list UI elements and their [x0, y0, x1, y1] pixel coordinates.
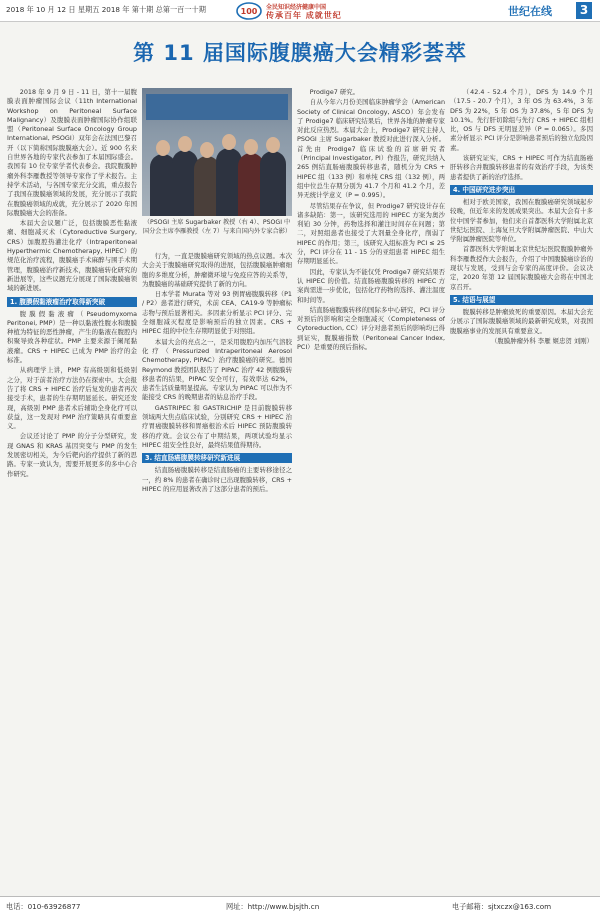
paragraph: 该研究证实，CRS + HIPEC 可作为结直肠癌肝转移合并腹膜转移患者的有效治疗手段，为该类患者提供了新的治疗选择。 — [450, 154, 593, 181]
paragraph: 腹膜转移是肿瘤致死的重要原因。本届大会充分展示了国际腹膜癌领域的最新研究成果，对我国腹膜癌事业的发展具有重要意义。 — [450, 307, 593, 335]
footer-website: 网址：http://www.bjsjth.cn — [226, 902, 320, 911]
paragraph: 尽管结果存在争议，但 Prodige7 研究设计存在诸多缺陷：第一，该研究选用的 HIPEC 方案为奥沙利铂 30 分钟，药物选择和灌注时间存在问题；第二，对照组患者也接受了大剂量全身化疗，削弱了 HIPEC 的作用；第三，该研究入组标准为 PCI ≤ 25 分，PCI 评分在 11 - 15 分的亚组患者 HIPEC 组生存期明显延长。 — [297, 201, 445, 266]
hospital-logo-icon — [236, 2, 262, 20]
paragraph: 日本学者 Murata 等对 93 例胃癌腹膜转移（P1 / P2）患者进行研究，术前 CEA、CA19-9 等肿瘤标志物与预后显著相关。多因素分析显示 PCI 评分、完全细胞减灭程度是影响预后的独立因素。CRS + HIPEC 组的中位生存期明显优于对照组。 — [142, 290, 292, 336]
section-name: 世纪在线 — [508, 5, 552, 18]
paragraph: 2018 年 9 月 9 日 - 11 日，第十一届腹膜表面肿瘤国际会议（11th International Workshop on Peritoneal Surface Malignancy）及腹膜表面肿瘤国际协作组联盟（Peritoneal Surface Oncology Group International, PSOGI）双年会在法国巴黎召开（以下简称国际腹膜癌大会）。近 900 名来自世界各地的专家代表参加了本届国际盛会。我国有 10 位专家学者代表参会。我院腹膜肿瘤外科李雁教授等领导专家作了学术报告。主持学术活动，与各国专家充分交流，重点报告了我国在腹膜癌领域的发展，充分展示了我院在腹膜癌领域的成就，充分展示了 2020 年国际腹膜癌大会的准备。 — [7, 88, 137, 217]
col1-intro — [7, 88, 137, 294]
footer-email: 电子邮箱：sjtxczx@163.com — [452, 902, 552, 911]
page-number: 3 — [576, 2, 592, 19]
paragraph: 本届大会的亮点之一，是采用腹腔内加压气溶胶化疗（Pressurized Intraperitoneal Aerosol Chemotherapy, PIPAC）治疗腹膜癌的研究。德国 Reymond 教授团队报告了 PIPAC 治疗 42 例腹膜转移患者的结果，PIPAC 安全可行，有效率达 62%，患者生活质量明显提高。专家认为 PIPAC 可以作为不能接受 CRS 的晚期患者的姑息治疗手段。 — [142, 337, 292, 402]
issue-date: 2018 年 10 月 12 日 星期五 2018 年 第十期 总第一百一十期 — [6, 5, 206, 14]
article-column-2 — [142, 252, 292, 858]
page-header — [0, 0, 600, 22]
paragraph: GASTRIPEC 和 GASTRICHIP 是目前腹膜转移领域两大焦点临床试验，分别研究 CRS + HIPEC 治疗胃癌腹膜转移和胃癌根治术后 HIPEC 预防腹膜转移的疗效。会议公布了中期结果，两项试验均显示 HIPEC 组安全性良好，最终结果值得期待。 — [142, 403, 292, 449]
article-column-3 — [297, 88, 445, 858]
paragraph: 首都医科大学附属北京世纪坛医院腹膜肿瘤外科李雁教授作大会报告，介绍了中国腹膜癌诊治的现状与发展，受到与会专家的高度评价。会议决定，2020 年第 12 届国际腹膜癌大会将在中国北京召开。 — [450, 245, 593, 291]
paragraph: （42.4 - 52.4 个月），DFS 为 14.9 个月（17.5 - 20.7 个月），3 年 OS 为 63.4%，3 年 DFS 为 22%，5 年 OS 为 37.8%，5 年 DFS 为 10.1%。先行肝切除组与先行 CRS + HIPEC 组相比，OS 与 DFS 无明显差异（P = 0.065）。多因素分析显示 PCI 评分是影响患者预后的独立危险因素。 — [450, 88, 593, 152]
photo-caption: （PSOGI 主席 Sugarbaker 教授（右 4）、PSOGI 中国分会主席李雁教授（左 7）与来自国内外专家合影） — [142, 219, 292, 235]
footer-phone: 电话：010-63926877 — [6, 902, 81, 911]
paragraph: 结直肠癌腹膜转移是结直肠癌的主要转移途径之一，约 8% 的患者在确诊时已出现腹膜转移，CRS + HIPEC 的应用显著改善了这部分患者的预后。 — [142, 466, 292, 493]
newspaper-logo — [236, 1, 370, 21]
section-heading-1: 1. 腹膜假黏液瘤治疗取得新突破 — [7, 297, 137, 307]
article-column-4 — [450, 88, 593, 858]
svg-text:100: 100 — [240, 7, 258, 16]
author-byline: （腹膜肿瘤外科 李雁 姬忠贺 刘刚） — [491, 336, 593, 345]
logo-slogan-top: 全民知识经济健康中国 — [266, 4, 327, 11]
paragraph: 本届大会议题广泛，包括腹膜恶性黏液瘤、细胞减灭术（Cytoreductive Surgery, CRS）加腹腔热灌注化疗（Intraperitoneal Hyperthermic Chemotherapy, HIPEC）的规范化治疗流程，腹膜癌手术麻醉与围手术期管理，腹膜癌治疗新技术，腹膜癌转化研究的新进展等，这些议题充分展现了国际腹膜癌领域的新进展。 — [7, 219, 137, 293]
article-column-1 — [7, 88, 137, 858]
paragraph: 相对于欧美国家，我国在腹膜癌研究领域起步较晚，但近年来的发展成果突出。本届大会有十多位中国学者参加，他们来自首都医科大学附属北京世纪坛医院、上海复旦大学附属肿瘤医院、中山大学附属肿瘤医院等单位。 — [450, 197, 593, 244]
paragraph: Prodige7 研究。 — [309, 88, 360, 96]
conference-banner — [146, 94, 288, 120]
section-heading-3: 3. 结直肠癌腹膜转移研究新进展 — [142, 453, 292, 463]
paragraph: 因此，专家认为不能仅凭 Prodige7 研究结果否认 HIPEC 的价值。结直肠癌腹膜转移的 HIPEC 方案尚需进一步优化，包括化疗药物的选择、灌注温度和时间等。 — [297, 267, 445, 304]
paragraph: 自从今年六月份美国临床肿瘤学会（American Society of Clinical Oncology, ASCO）年会发布了 Prodige7 临床研究结果后，世界各地的肿瘤专家对此反应热烈。本届大会上，Prodige7 研究主持人 PSOGI 主席 Sugarbaker 教授对此进行深入分析。首先由 Prodige7 临床试验的首席研究者（Principal Investigator, PI）作报告，研究共纳入 265 例结直肠癌腹膜转移患者，随机分为 CRS + HIPEC 组（133 例）和单纯 CRS 组（132 例），两组中位总生存期分别为 41.7 个月和 41.2 个月，差异无统计学意义（P = 0.995）。 — [297, 98, 445, 200]
group-photo — [142, 88, 292, 216]
paragraph: 腹膜假黏液瘤（Pseudomyxoma Peritonei, PMP）是一种以黏液性腹水和腹膜种植为特征的恶性肿瘤，产生的黏液在腹腔内积聚导致各种症状。PMP 主要来源于阑尾黏液瘤。CRS + HIPEC 已成为 PMP 治疗的金标准。 — [7, 309, 137, 365]
section-heading-4: 4. 中国研究进步突出 — [450, 185, 593, 195]
article-title: 第 11 届国际腹膜癌大会精彩荟萃 — [133, 41, 467, 65]
paragraph: 结直肠癌腹膜转移的国际多中心研究，PCI 评分对预后的影响和完全细胞减灭（Completeness of Cytoreduction, CC）评分对患者预后的影响均已得到证实，腹膜癌指数（Peritoneal Cancer Index, PCI）是重要的预后指标。 — [297, 305, 445, 352]
logo-slogan-main: 传承百年 成就世纪 — [266, 11, 342, 20]
section-heading-5: 5. 结语与展望 — [450, 295, 593, 305]
paragraph: 会议还讨论了 PMP 的分子分型研究，发现 GNAS 和 KRAS 基因突变与 PMP 的发生发展密切相关，为今后靶向治疗提供了新的思路。专家一致认为，需要开展更多的多中心合作研究。 — [7, 432, 137, 478]
paragraph: 从病理学上讲，PMP 有高级别和低级别之分，对于前者治疗方法仍在探索中。大会报告了将 CRS + HIPEC 治疗后复发的患者再次接受手术，患者的生存期明显延长。研究还发现，高级别 PMP 患者术后辅助全身化疗可以获益，这一发现对 PMP 治疗策略具有重要意义。 — [7, 366, 137, 431]
page-footer — [0, 896, 600, 915]
paragraph: 行为，一直是腹膜癌研究领域的热点议题。本次大会关于腹膜癌研究取得的进展，包括腹膜癌肿瘤细胞的多维度分析，肿瘤微环境与免疫应答的关系等，为腹膜癌的基础研究提供了新的方向。 — [142, 252, 292, 288]
